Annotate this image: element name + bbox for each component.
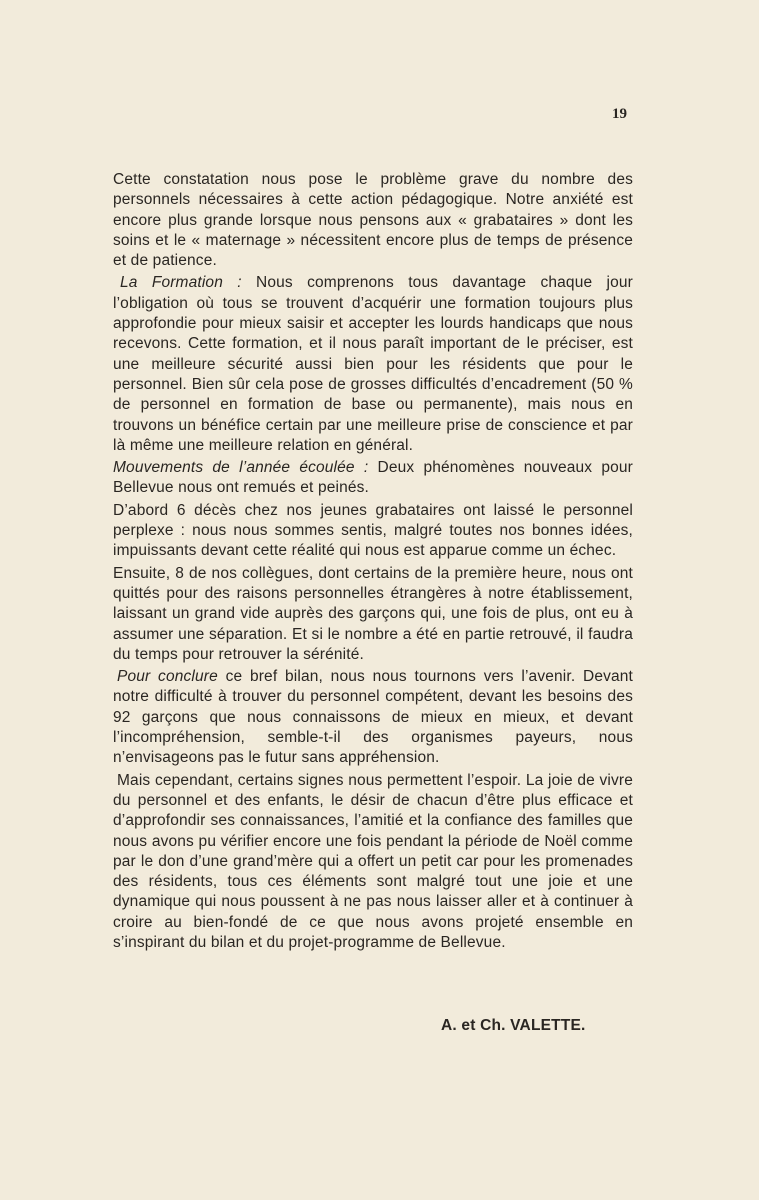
paragraph-text: Cette constatation nous pose le problème grave du nombre des personnels nécessaires à cette action pédagogique. Notre anxiété est encore plus grande lorsque nous pensons aux « grabataires » dont les soins et le « maternage » nécessitent encore plus de temps de présence et de patience. xyxy=(113,171,633,270)
paragraph-text: ce bref bilan, nous nous tournons vers l’avenir. Devant notre difficulté à trouver du personnel compétent, devant les besoins des 92 garçons que nous connaissons de mieux en mieux, et devant l’incompréhension, semble-t-il des organismes payeurs, nous n’envisageons pas le futur sans appréhension. xyxy=(113,668,634,767)
paragraph-lead: La Formation : xyxy=(120,274,242,292)
paragraph-2 xyxy=(113,273,633,456)
paragraph-lead: Pour conclure xyxy=(117,668,218,686)
paragraph-6 xyxy=(113,667,633,768)
paragraph-text: D’abord 6 décès chez nos jeunes grabataires ont laissé le personnel perplexe : nous nous sommes sentis, malgré toutes nos bonnes idées, impuissants devant cette réalité qui nous est apparue comme un échec. xyxy=(113,501,633,560)
article-body xyxy=(113,170,633,955)
paragraph-1 xyxy=(113,170,633,271)
paragraph-text: Mais cependant, certains signes nous permettent l’espoir. La joie de vivre du personnel et des enfants, le désir de chacun d’être plus efficace et d’approfondir ses connaissances, l’amitié et la confiance des familles que nous avons pu vérifier encore une fois pendant la période de Noël comme par le don d’une grand’mère qui a offert un petit car pour les promenades des résidents, tous ces éléments sont malgré tout une joie et une dynamique qui nous poussent à ne pas nous laisser aller et à continuer à croire au bien-fondé de ce que nous avons projeté ensemble en s’inspirant du bilan et du projet-programme de Bellevue. xyxy=(113,771,633,951)
signature: A. et Ch. VALETTE. xyxy=(441,1017,586,1034)
paragraph-3 xyxy=(113,458,633,499)
paragraph-text: Nous comprenons tous davantage chaque jour l’obligation où tous se trouvent d’acquérir une formation toujours plus approfondie pour mieux saisir et accepter les lourds handicaps que nous recevons. Cette formation, et il nous paraît important de le préciser, est une meilleure sécurité aussi bien pour les résidents que pour le personnel. Bien sûr cela pose de grosses difficultés d’encadrement (50 % de personnel en formation de base ou permanente), mais nous en trouvons un bénéfice certain par une meilleure prise de conscience et par là même une meilleure relation en général. xyxy=(113,274,633,454)
paragraph-lead: Mouvements de l’année écoulée : xyxy=(113,459,369,477)
paragraph-7 xyxy=(113,771,633,954)
paragraph-text: Ensuite, 8 de nos collègues, dont certains de la première heure, nous ont quittés pour des raisons personnelles étrangères à notre établissement, laissant un grand vide auprès des garçons qui, une fois de plus, ont eu à assumer une séparation. Et si le nombre a été en partie retrouvé, il faudra du temps pour retrouver la sérénité. xyxy=(113,564,633,663)
paragraph-4 xyxy=(113,501,633,562)
paragraph-text: Deux phénomènes nouveaux pour Bellevue nous ont remués et peinés. xyxy=(113,459,633,497)
page-number: 19 xyxy=(612,106,627,122)
paragraph-5 xyxy=(113,564,633,665)
